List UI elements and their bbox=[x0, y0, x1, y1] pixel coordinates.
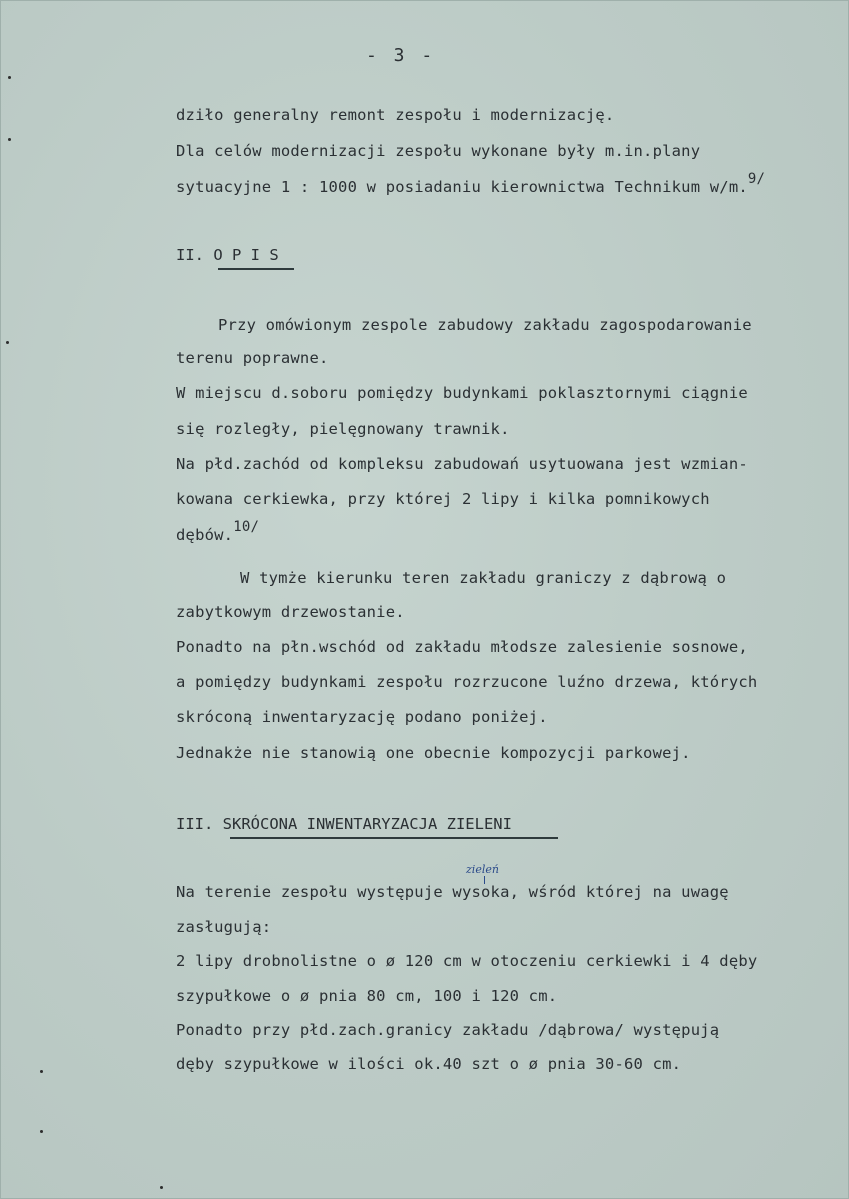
text-line bbox=[176, 171, 766, 197]
text-line: szypułkowe o ø pnia 80 cm, 100 i 120 cm. bbox=[176, 987, 558, 1005]
heading-underline bbox=[218, 268, 294, 270]
heading-underline bbox=[230, 837, 558, 839]
scan-speck bbox=[160, 1186, 163, 1189]
text-line: terenu poprawne. bbox=[176, 349, 329, 367]
text-line: zabytkowym drzewostanie. bbox=[176, 603, 405, 621]
text-line bbox=[176, 519, 260, 545]
text-line: W tymże kierunku teren zakładu graniczy z dąbrową o bbox=[240, 569, 727, 587]
page-number: - 3 - bbox=[366, 45, 436, 66]
section-heading: III. SKRÓCONA INWENTARYZACJA ZIELENI bbox=[176, 815, 512, 833]
text-line: Ponadto na płn.wschód od zakładu młodsze zalesienie sosnowe, bbox=[176, 638, 748, 656]
handwritten-insertion: zieleń bbox=[466, 863, 499, 876]
text-line: Jednakże nie stanowią one obecnie kompozycji parkowej. bbox=[176, 744, 691, 762]
section-heading: II. O P I S bbox=[176, 246, 279, 264]
text-line: Przy omówionym zespole zabudowy zakładu zagospodarowanie bbox=[218, 316, 752, 334]
text-line: się rozległy, pielęgnowany trawnik. bbox=[176, 420, 510, 438]
text-line: kowana cerkiewka, przy której 2 lipy i kilka pomnikowych bbox=[176, 490, 710, 508]
scan-speck bbox=[8, 138, 11, 141]
text-line: Ponadto przy płd.zach.granicy zakładu /dąbrowa/ występują bbox=[176, 1021, 720, 1039]
footnote-marker: 9/ bbox=[747, 171, 766, 187]
text-line-content: sytuacyjne 1 : 1000 w posiadaniu kierownictwa Technikum w/m. bbox=[176, 178, 748, 196]
footnote-marker: 10/ bbox=[233, 519, 260, 535]
text-line: a pomiędzy budynkami zespołu rozrzucone luźno drzewa, których bbox=[176, 673, 758, 691]
text-line: Na terenie zespołu występuje wysoka, wśród której na uwagę bbox=[176, 883, 729, 901]
scan-speck bbox=[40, 1070, 43, 1073]
text-line: zasługują: bbox=[176, 918, 272, 936]
text-line: Na płd.zachód od kompleksu zabudowań usytuowana jest wzmian- bbox=[176, 455, 748, 473]
scan-speck bbox=[40, 1130, 43, 1133]
text-line: W miejscu d.soboru pomiędzy budynkami poklasztornymi ciągnie bbox=[176, 384, 748, 402]
scan-speck bbox=[8, 76, 11, 79]
text-line: dziło generalny remont zespołu i modernizację. bbox=[176, 106, 615, 124]
text-line: 2 lipy drobnolistne o ø 120 cm w otoczeniu cerkiewki i 4 dęby bbox=[176, 952, 758, 970]
text-line: Dla celów modernizacji zespołu wykonane były m.in.plany bbox=[176, 142, 701, 160]
scan-speck bbox=[6, 341, 9, 344]
text-line: dęby szypułkowe w ilości ok.40 szt o ø pnia 30-60 cm. bbox=[176, 1055, 682, 1073]
text-line-content: dębów. bbox=[176, 526, 234, 544]
text-line: skróconą inwentaryzację podano poniżej. bbox=[176, 708, 548, 726]
